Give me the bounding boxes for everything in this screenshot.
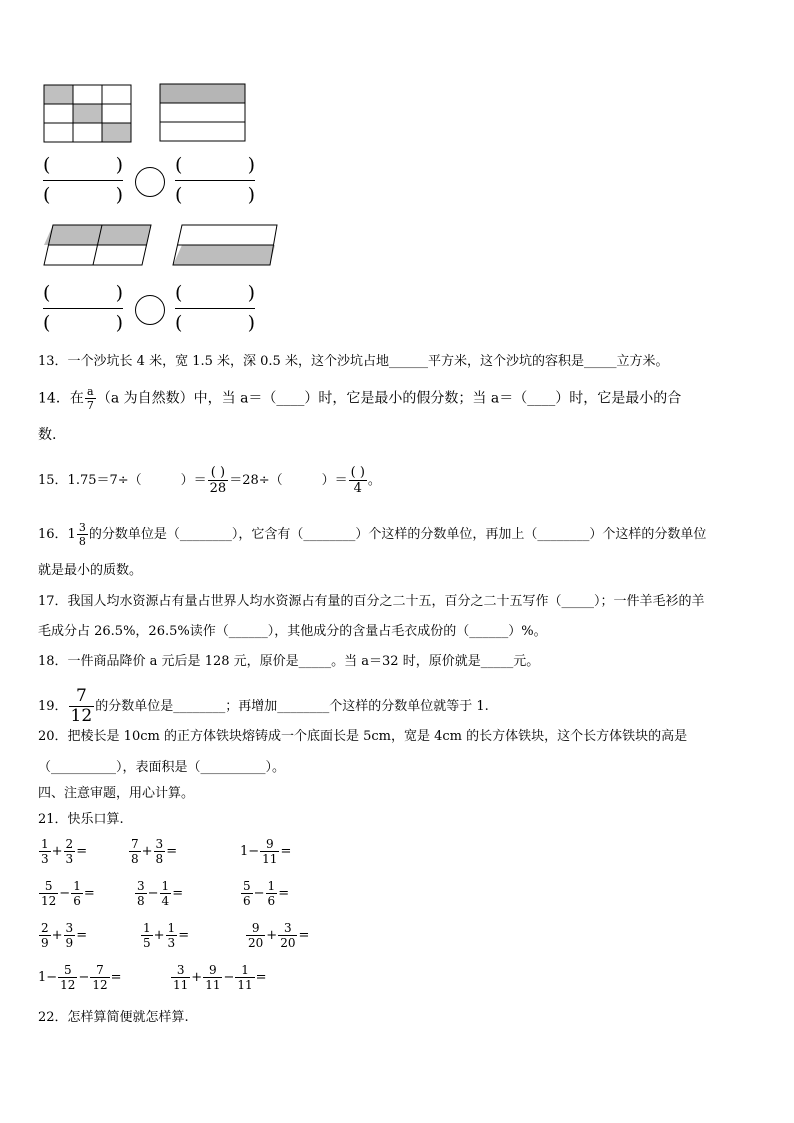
calc-r2c1: $\frac{5}{12}$ − $\frac{1}{6}$ = — [41, 879, 95, 908]
question-18: 18．一件商品降价 a 元后是 128 元，原价是_____。当 a＝32 时，原价就是_____元。 — [38, 654, 540, 669]
calc-r1c3: 1− $\frac{9}{11}$ = — [240, 837, 292, 866]
compare-circle-1[interactable] — [135, 167, 165, 197]
stripe-figure — [160, 84, 245, 141]
section-heading-4: 四、注意审题，用心计算。 — [38, 786, 195, 801]
grid-figure — [44, 85, 131, 142]
parallelogram-two-parts — [173, 225, 277, 265]
answer-fraction-1b[interactable]: ( ) ( ) — [175, 154, 255, 206]
calc-r2c2: $\frac{3}{8}$ − $\frac{1}{4}$ = — [137, 879, 184, 908]
parallelogram-four-parts — [44, 225, 151, 265]
calc-r3c3: $\frac{9}{20}$ + $\frac{3}{20}$ = — [248, 921, 310, 950]
answer-fraction-2b[interactable]: ( ) ( ) — [175, 282, 255, 334]
question-22: 22．怎样算简便就怎样算. — [38, 1010, 189, 1025]
question-20-line2: （__________），表面积是（__________）。 — [38, 760, 286, 775]
compare-circle-2[interactable] — [135, 295, 165, 325]
question-17-line1: 17．我国人均水资源占有量占世界人均水资源占有量的百分之二十五，百分之二十五写作（_____）；一件羊毛衫的羊 — [38, 594, 705, 609]
answer-fraction-1a[interactable]: ( ) ( ) — [43, 154, 123, 206]
question-20-line1: 20．把棱长是 10cm 的正方体铁块熔铸成一个底面长是 5cm，宽是 4cm 的长方体铁块，这个长方体铁块的高是 — [38, 729, 688, 744]
calc-r4c1: 1− $\frac{5}{12}$ − $\frac{7}{12}$ = — [38, 963, 122, 992]
calc-r2c3: $\frac{5}{6}$ − $\frac{1}{6}$ = — [243, 879, 290, 908]
question-17-line2: 毛成分占 26.5%，26.5%读作（______），其他成分的含量占毛衣成份的（______）%。 — [38, 624, 547, 639]
calc-r3c1: $\frac{2}{9}$ + $\frac{3}{9}$ = — [41, 921, 88, 950]
question-19: 19． $\frac{7}{12}$ 的分数单位是________；再增加________个这样的分数单位就等于 1. — [38, 686, 489, 726]
question-14: 14．在 $\frac{a}{7}$ （a 为自然数）中，当 a＝（____）时，它是最小的假分数；当 a＝（____）时，它是最小的合 — [38, 385, 682, 412]
question-13: 13．一个沙坑长 4 米，宽 1.5 米，深 0.5 米，这个沙坑占地______平方米，这个沙坑的容积是_____立方米。 — [38, 354, 669, 369]
question-14-cont: 数. — [38, 427, 57, 443]
calc-r4c2: $\frac{3}{11}$ + $\frac{9}{11}$ − $\frac{1}{11}$ = — [173, 963, 267, 992]
calc-r1c1: $\frac{1}{3}$ + $\frac{2}{3}$ = — [41, 837, 88, 866]
question-16-cont: 就是最小的质数。 — [38, 563, 143, 578]
calc-r3c2: $\frac{1}{5}$ + $\frac{1}{3}$ = — [143, 921, 190, 950]
question-21: 21．快乐口算. — [38, 812, 124, 827]
question-16: 16．1 $\frac{3}{8}$ 的分数单位是（________），它含有（________）个这样的分数单位，再加上（________）个这样的分数单位 — [38, 521, 707, 548]
question-15: 15．1.75＝7÷（ ）＝ $\frac{( )}{28}$ ＝28÷（ ）＝ $\frac{( )}{4}$ 。 — [38, 465, 381, 496]
answer-fraction-2a[interactable]: ( ) ( ) — [43, 282, 123, 334]
calc-r1c2: $\frac{7}{8}$ + $\frac{3}{8}$ = — [131, 837, 178, 866]
